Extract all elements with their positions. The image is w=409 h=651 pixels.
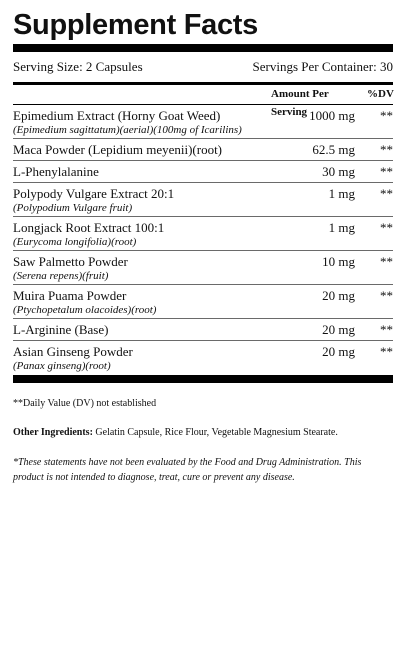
ingredient-amount: 62.5 mg [312, 142, 355, 157]
serving-size: Serving Size: 2 Capsules [13, 59, 143, 74]
ingredient-row [13, 183, 393, 217]
other-ingredients [13, 426, 393, 440]
panel-title: Supplement Facts [13, 9, 258, 41]
ingredient-amount: 1 mg [328, 220, 355, 235]
ingredient-dv: ** [380, 164, 393, 179]
supplement-facts-panel [13, 0, 393, 485]
ingredient-name: Polypody Vulgare Extract 20:1 [13, 186, 175, 201]
ingredient-name: Muira Puama Powder [13, 288, 127, 303]
other-ingredients-text: Gelatin Capsule, Rice Flour, Vegetable Magnesium Stearate. [92, 427, 338, 438]
ingredient-amount: 20 mg [322, 344, 355, 359]
ingredient-dv: ** [380, 344, 393, 359]
ingredient-dv: ** [380, 142, 393, 157]
ingredient-amount: 30 mg [322, 164, 355, 179]
ingredient-row [13, 285, 393, 319]
dv-header: %DV [367, 88, 394, 100]
serving-info [13, 52, 393, 82]
ingredient-source: (Serena repens)(fruit) [13, 270, 109, 282]
ingredient-name: Longjack Root Extract 100:1 [13, 220, 165, 235]
ingredient-row [13, 161, 393, 183]
ingredient-dv: ** [380, 186, 393, 201]
ingredient-dv: ** [380, 254, 393, 269]
ingredient-name: Saw Palmetto Powder [13, 254, 128, 269]
ingredient-row [13, 217, 393, 251]
ingredient-dv: ** [380, 322, 393, 337]
ingredient-name: L-Phenylalanine [13, 164, 99, 179]
ingredient-row [13, 319, 393, 341]
ingredient-amount: 10 mg [322, 254, 355, 269]
dv-footnote: **Daily Value (DV) not established [13, 398, 157, 409]
ingredient-name: Asian Ginseng Powder [13, 344, 133, 359]
ingredient-row [13, 251, 393, 285]
fda-disclaimer: *These statements have not been evaluated by the Food and Drug Administration. This product is not intended to diagnose, treat, cure or prevent any disease. [13, 457, 362, 483]
ingredient-dv: ** [380, 288, 393, 303]
ingredient-dv: ** [380, 220, 393, 235]
amount-header: Amount Per Serving [271, 88, 329, 118]
ingredient-amount: 1000 mg [309, 108, 355, 123]
ingredient-row [13, 139, 393, 161]
ingredient-source: (Eurycoma longifolia)(root) [13, 236, 137, 248]
ingredient-name: L-Arginine (Base) [13, 322, 109, 337]
ingredient-amount: 20 mg [322, 322, 355, 337]
ingredient-row [13, 341, 393, 375]
bottom-rule [13, 375, 393, 383]
ingredient-source: (Polypodium Vulgare fruit) [13, 202, 133, 214]
ingredient-row [13, 105, 393, 139]
ingredient-source: (Ptychopetalum olacoides)(root) [13, 304, 157, 316]
ingredient-source: (Panax ginseng)(root) [13, 360, 111, 372]
ingredient-source: (Epimedium sagittatum)(aerial)(100mg of Icarilins) [13, 124, 242, 136]
ingredient-dv: ** [380, 108, 393, 123]
top-rule [13, 44, 393, 52]
servings-per-container: Servings Per Container: 30 [252, 59, 393, 74]
ingredient-amount: 20 mg [322, 288, 355, 303]
other-ingredients-label: Other Ingredients: [13, 427, 93, 438]
ingredient-name: Epimedium Extract (Horny Goat Weed) [13, 108, 221, 123]
ingredient-amount: 1 mg [328, 186, 355, 201]
ingredient-name: Maca Powder (Lepidium meyenii)(root) [13, 142, 223, 157]
